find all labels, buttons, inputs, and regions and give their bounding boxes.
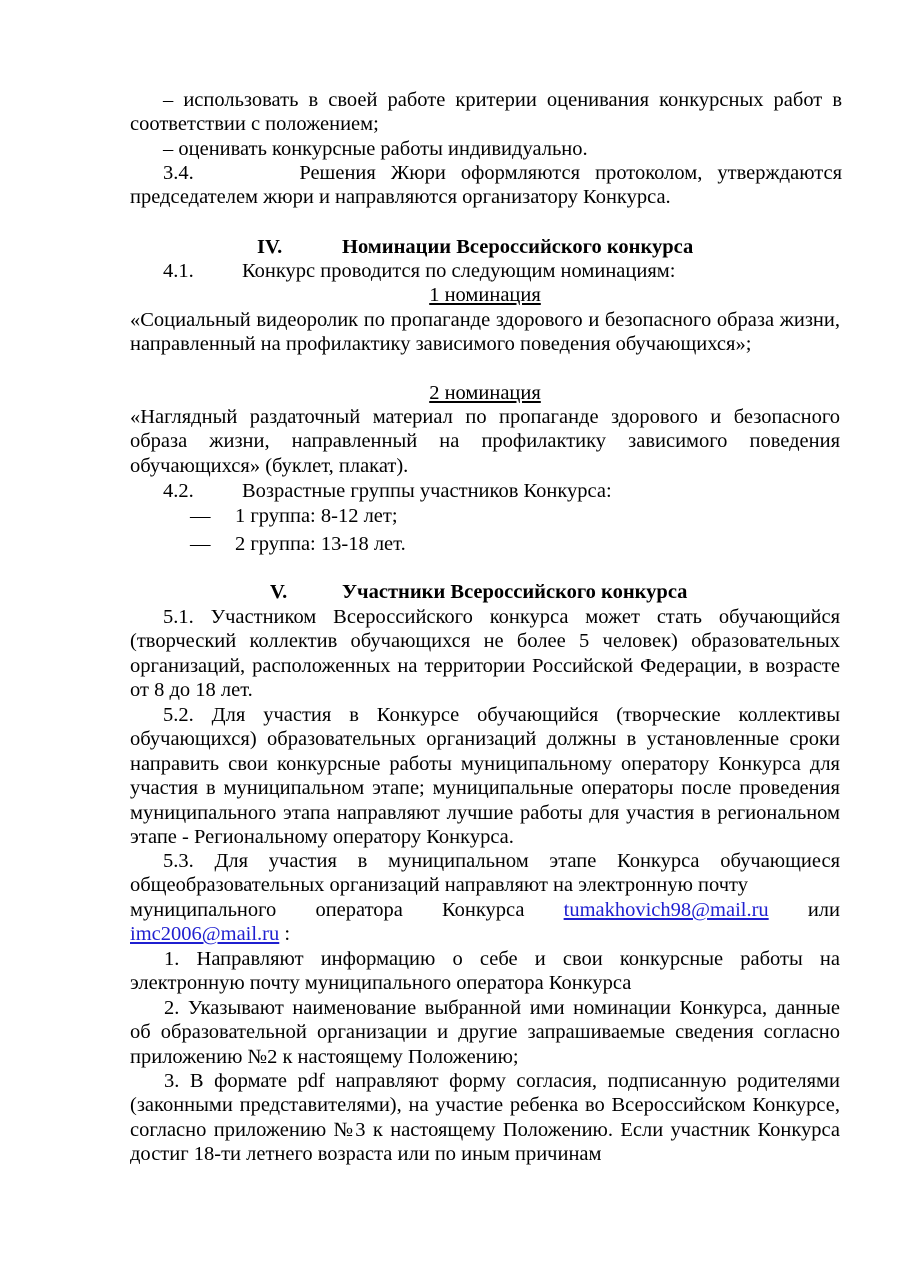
paragraph-criteria: – использовать в своей работе критерии оценивания конкурсных работ в соответствии с положением; <box>130 89 842 136</box>
word-operator: оператора <box>315 899 403 921</box>
nomination-1-label: 1 номинация <box>429 284 541 306</box>
list-dash: — <box>190 505 211 527</box>
paragraph-individual: – оценивать конкурсные работы индивидуально. <box>163 138 588 160</box>
age-group-1-text: 1 группа: 8-12 лет; <box>235 505 398 527</box>
paragraph-5-1: 5.1. Участником Всероссийского конкурса может стать обучающийся (творческий коллектив обучающихся не более 5 человек) образовательных организаций, расположенных на территории Российской Федерации, в возрасте от 8 до 18 лет. <box>130 606 840 702</box>
paragraph-5-3-email-line-2 <box>130 922 840 946</box>
nomination-2-text: «Наглядный раздаточный материал по пропаганде здорового и безопасного образа жизни, направленный на профилактику зависимого поведения обучающихся» (буклет, плакат). <box>130 406 840 477</box>
paragraph-5-3: 5.3. Для участия в муниципальном этапе Конкурса обучающиеся общеобразовательных организаций направляют на электронную почту <box>130 850 840 897</box>
email-link-imc2006[interactable]: imc2006@mail.ru <box>130 923 280 945</box>
step-1: 1. Направляют информацию о себе и свои конкурсные работы на электронную почту муниципального оператора Конкурса <box>130 948 840 995</box>
section-4-number: IV. <box>257 236 283 258</box>
step-3: 3. В формате pdf направляют форму согласия, подписанную родителями (законными представителями), на участие ребенка во Всероссийском Конкурсе, согласно приложению №3 к настоящему Положению. Если участник Конкурса достиг 18-ти летнего возраста или по иным причинам <box>130 1070 840 1166</box>
colon-text: : <box>279 923 291 945</box>
nomination-1-text: «Социальный видеоролик по пропаганде здорового и безопасного образа жизни, направленный на профилактику зависимого поведения обучающихся»; <box>130 309 840 356</box>
item-4-2-number: 4.2. <box>163 480 194 502</box>
word-or: или <box>807 899 840 921</box>
age-group-2-text: 2 группа: 13-18 лет. <box>235 533 406 555</box>
word-municipal: муниципального <box>130 899 277 921</box>
section-5-heading <box>130 580 840 604</box>
section-5-number: V. <box>270 581 288 603</box>
paragraph-5-3-email-line <box>130 898 840 922</box>
item-4-1 <box>130 259 840 283</box>
paragraph-3-4: 3.4. Решения Жюри оформляются протоколом, утверждаются председателем жюри и направляются организатору Конкурса. <box>130 162 848 209</box>
list-dash: — <box>190 533 211 555</box>
section-4-title: Номинации Всероссийского конкурса <box>342 236 694 258</box>
section-4-heading <box>130 235 840 259</box>
email-link-tumakhovich[interactable]: tumakhovich98@mail.ru <box>563 899 769 921</box>
section-5-title: Участники Всероссийского конкурса <box>342 581 688 603</box>
word-contest: Конкурса <box>442 899 525 921</box>
nomination-2-label: 2 номинация <box>429 382 541 404</box>
item-4-1-text: Конкурс проводится по следующим номинациям: <box>242 260 676 282</box>
step-2: 2. Указывают наименование выбранной ими номинации Конкурса, данные об образовательной организации и другие запрашиваемые сведения согласно приложению №2 к настоящему Положению; <box>130 997 840 1068</box>
item-4-1-number: 4.1. <box>163 260 194 282</box>
paragraph-5-2: 5.2. Для участия в Конкурсе обучающийся (творческие коллективы обучающихся) образовательных организаций должны в установленные сроки направить свои конкурсные работы муниципальному оператору Конкурса для участия в муниципальном этапе; муниципальные операторы после проведения муниципального этапа направляют лучшие работы для участия в региональном этапе - Региональному оператору Конкурса. <box>130 704 840 849</box>
item-4-2-text: Возрастные группы участников Конкурса: <box>242 480 612 502</box>
item-4-2 <box>130 479 840 503</box>
